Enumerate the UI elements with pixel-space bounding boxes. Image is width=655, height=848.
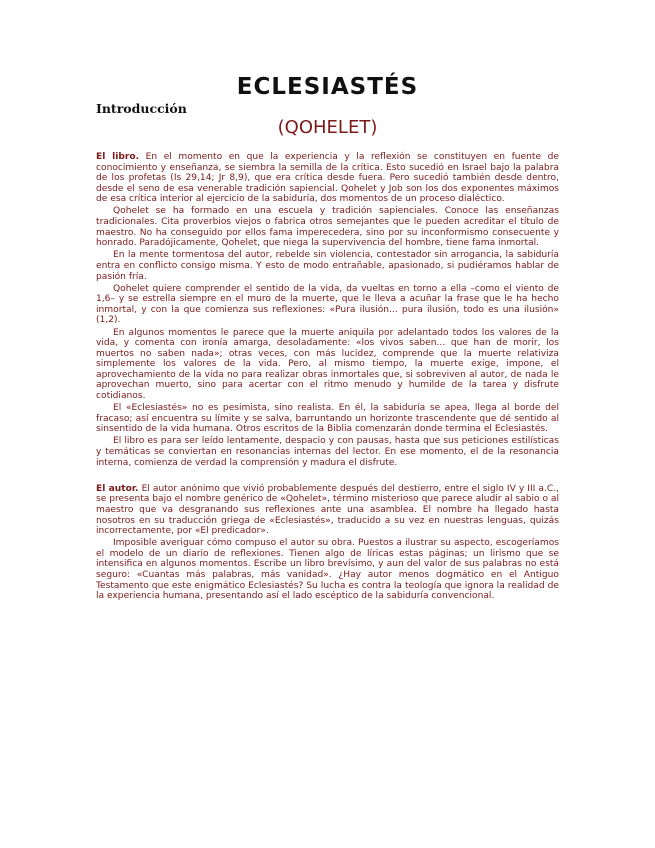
section-spacer: [96, 470, 559, 484]
section-lead-libro: El libro.: [96, 152, 140, 162]
body-text: [96, 152, 559, 603]
paragraph: En algunos momentos le parece que la muerte aniquila por adelantado todos los valores de la vida, y comenta con ironía amarga, desoladamente: «los vivos saben... que han de morir, los muertos no saben nada»; otras veces, con más lucidez, comprende que la muerte relativiza simplemente los valores de la vida. Pero, al mismo tiempo, la muerte exige, impone, el aprovechamiento de la vida no para realizar obras inmortales que, si sobreviven al autor, de nada le aprovechan muerto, sino para acertar con el ritmo menudo y humilde de la tarea y disfrute cotidianos.: [96, 327, 559, 402]
document-title: ECLESIASTÉS: [236, 74, 419, 100]
paragraph: Qohelet se ha formado en una escuela y tradición sapienciales. Conoce las enseñanzas tradicionales. Cita proverbios viejos o fabrica otros semejantes que le pueden acreditar el título de maestro. No ha conseguido por ellos fama imperecedera, sino por su inconformismo consecuente y honrado. Paradójicamente, Qohelet, que niega la supervivencia del hombre, tiene fama inmortal.: [96, 206, 559, 249]
paragraph-text: El autor anónimo que vivió probablemente después del destierro, entre el siglo IV y III a.C., se presenta bajo el nombre genérico de «Qohelet», término misterioso que parece aludir al sabio o al maestro que va desgranando sus reflexiones ante una asamblea. El nombre ha llegado hasta nosotros en su traducción griega de «Eclesiastés», traducido a su vez en nuestras lenguas, quizás incorrectamente, por «El predicador».: [96, 483, 559, 537]
paragraph: El libro es para ser leído lentamente, despacio y con pausas, hasta que sus peticiones estilísticas y temáticas se conviertan en resonancias internas del lector. En ese momento, el de la resonancia interna, comienza de verdad la comprensión y madura el disfrute.: [96, 436, 559, 468]
paragraph: [96, 152, 559, 205]
paragraph: Qohelet quiere comprender el sentido de la vida, da vueltas en torno a ella –como el viento de 1,6– y se estrella siempre en el muro de la muerte, que le lleva a acuñar la frase que le ha hecho inmortal, y con la que comienza sus reflexiones: «Pura ilusión... pura ilusión, todo es una ilusión» (1,2).: [96, 283, 559, 326]
document-subtitle: (QOHELET): [277, 117, 378, 138]
paragraph: El «Eclesiastés» no es pesimista, sino realista. En él, la sabiduría se apea, llega al borde del fracaso; así encuentra su límite y se salva, barruntando un horizonte trascendente que dé sentido al sinsentido de la vida humana. Otros escritos de la Biblia comenzarán donde termina el Eclesiastés.: [96, 403, 559, 435]
paragraph: En la mente tormentosa del autor, rebelde sin violencia, contestador sin arrogancia, la sabiduría entra en conflicto consigo misma. Y esto de modo entrañable, apasionado, si pudiéramos hablar de pasión fría.: [96, 250, 559, 282]
paragraph-text: En el momento en que la experiencia y la reflexión se constituyen en fuente de conocimiento y enseñanza, se siembra la semilla de la crítica. Esto sucedió en Israel bajo la palabra de los profetas (Is 29,14; Jr 8,9), que era crítica desde fuera. Pero sucedió también desde dentro, desde el seno de esa venerable tradición sapiencial. Qohelet y Job son los dos exponentes máximos de esa crítica interior al ejercicio de la sabiduría, dos momentos de un proceso dialéctico.: [96, 152, 559, 205]
paragraph: [96, 484, 559, 537]
section-lead-autor: El autor.: [96, 483, 139, 494]
paragraph: Imposible averiguar cómo compuso el autor su obra. Puestos a ilustrar su aspecto, escogeríamos el modelo de un diario de reflexiones. Tienen algo de líricas estas páginas; un lirismo que se intensifica en algunos momentos. Escribe un libro brevísimo, y aun del valor de sus palabras no está seguro: «Cuantas más palabras, más vanidad». ¿Hay autor menos dogmático en el Antiguo Testamento que este enigmático Eclesiastés? Su lucha es contra la teología que ignora la realidad de la experiencia humana, presentando así el lado escéptico de la sabiduría convencional.: [96, 538, 559, 602]
section-heading: Introducción: [96, 101, 187, 116]
